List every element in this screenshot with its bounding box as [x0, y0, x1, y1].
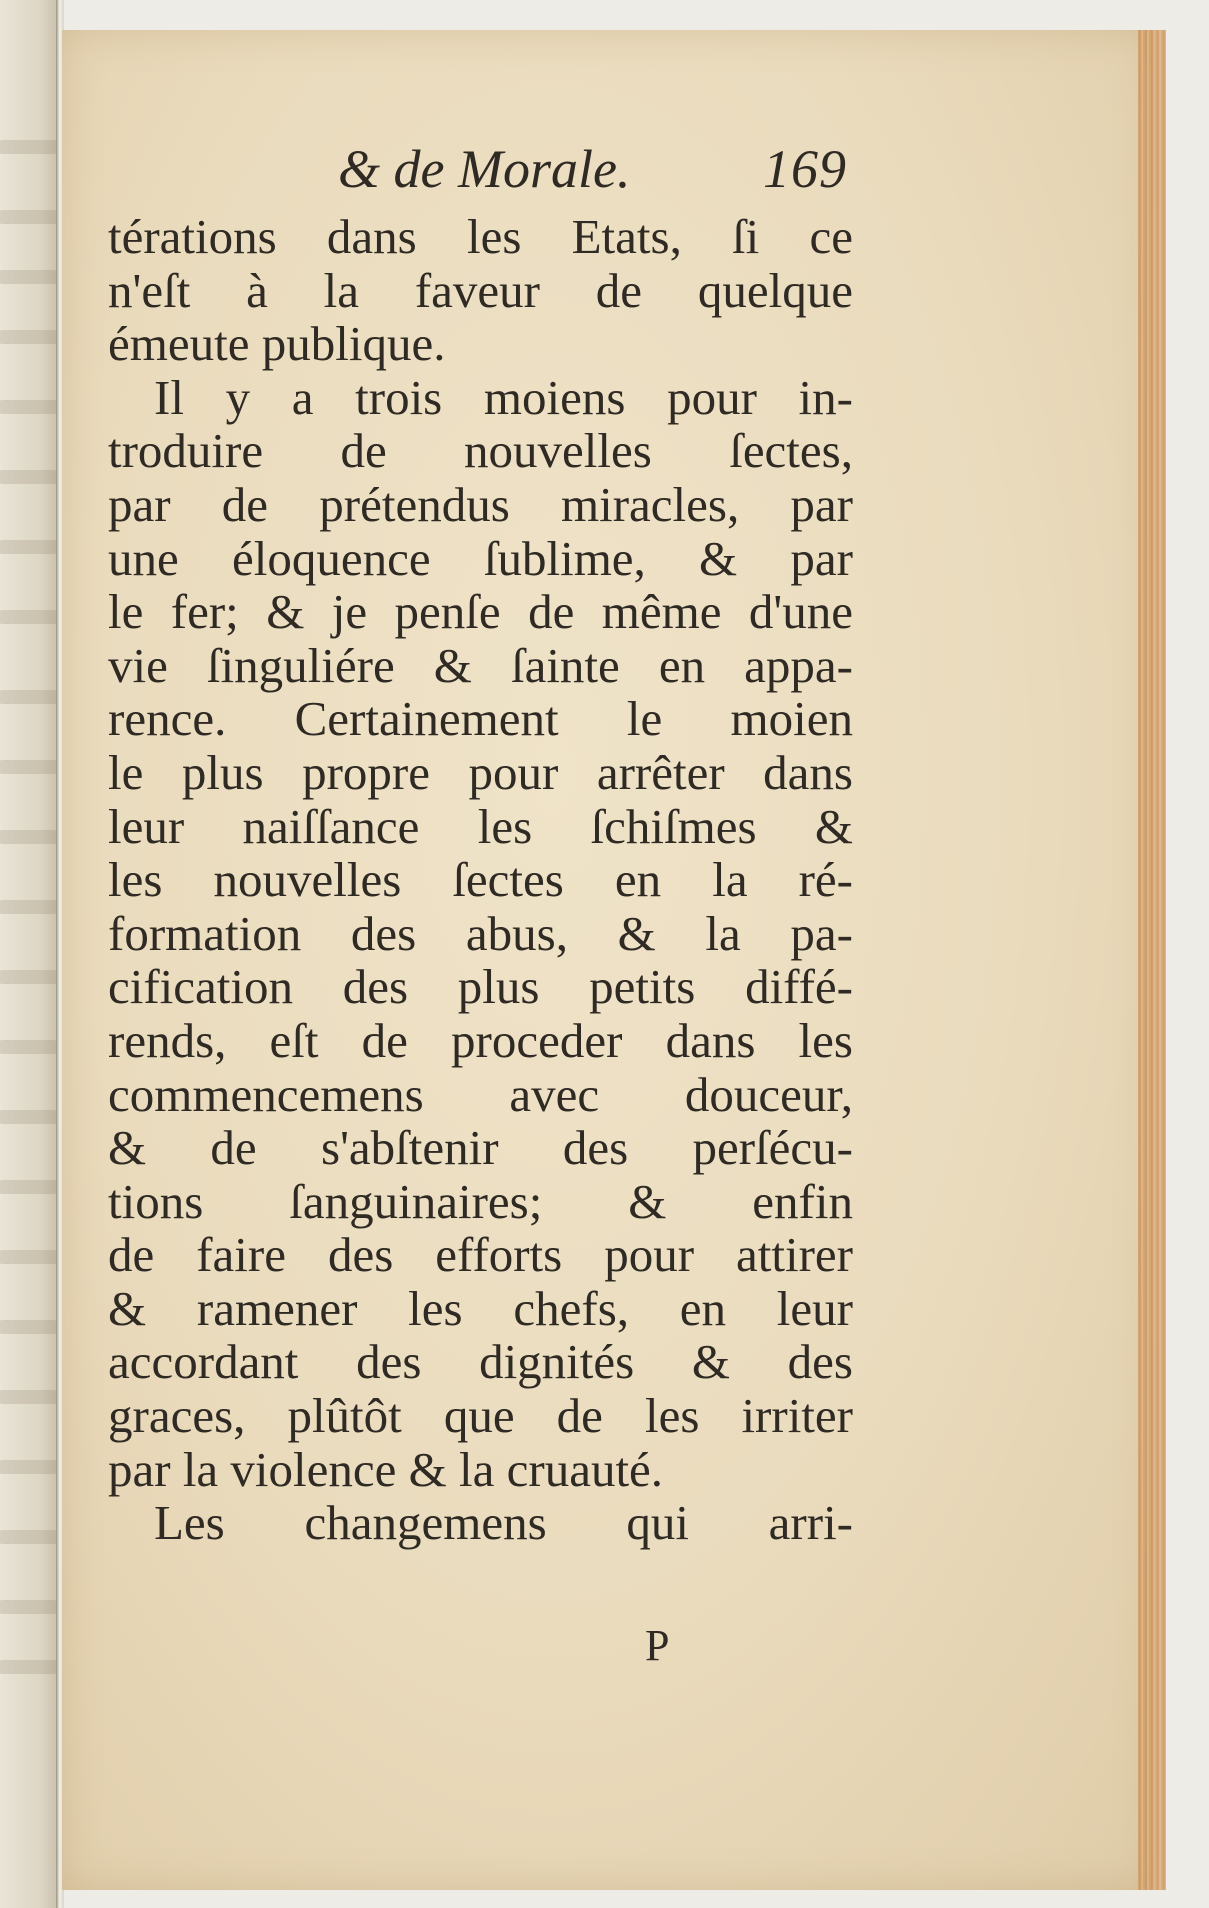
text-line: cification des plus petits diffé- — [108, 959, 853, 1015]
text-line: Les changemens qui arri- — [154, 1495, 853, 1551]
text-line: de faire des efforts pour attirer — [108, 1227, 853, 1283]
running-title: & de Morale. — [338, 139, 631, 199]
text-line: troduire de nouvelles ſectes, — [108, 423, 853, 479]
previous-page-edge — [0, 0, 58, 1908]
text-line: leur naiſſance les ſchiſmes & — [108, 798, 853, 854]
text-line: par la violence & la cruauté. — [108, 1441, 664, 1497]
text-line: tions ſanguinaires; & enfin — [108, 1173, 853, 1229]
text-line: térations dans les Etats, ſi ce — [108, 209, 853, 264]
page-text-block — [108, 138, 878, 1550]
text-line: & ramener les chefs, en leur — [108, 1280, 853, 1336]
text-line: accordant des dignités & des — [108, 1334, 853, 1390]
text-line: rends, eſt de proceder dans les — [108, 1012, 853, 1068]
running-header — [108, 138, 878, 210]
page-stack-edge — [1138, 30, 1166, 1890]
text-line: le fer; & je penſe de même d'une — [108, 584, 853, 640]
page-number: 169 — [763, 139, 847, 199]
text-line: & de s'abſtenir des perſécu- — [108, 1120, 853, 1176]
text-line: graces, plûtôt que de les irriter — [108, 1388, 853, 1444]
text-line: émeute publique. — [108, 316, 446, 372]
text-line: une éloquence ſublime, & par — [108, 530, 853, 586]
text-line: par de prétendus miracles, par — [108, 476, 853, 532]
text-line: Il y a trois moiens pour in- — [154, 369, 853, 425]
text-line: les nouvelles ſectes en la ré- — [108, 852, 853, 908]
signature-mark: P — [645, 1621, 670, 1670]
text-line: le plus propre pour arrêter dans — [108, 744, 853, 800]
text-line: commencemens avec douceur, — [108, 1066, 853, 1122]
text-line: vie ſinguliére & ſainte en appa- — [108, 637, 853, 693]
text-line: rence. Certainement le moien — [108, 691, 853, 747]
text-line: n'eſt à la faveur de quelque — [108, 262, 853, 318]
text-line: formation des abus, & la pa- — [108, 905, 853, 961]
